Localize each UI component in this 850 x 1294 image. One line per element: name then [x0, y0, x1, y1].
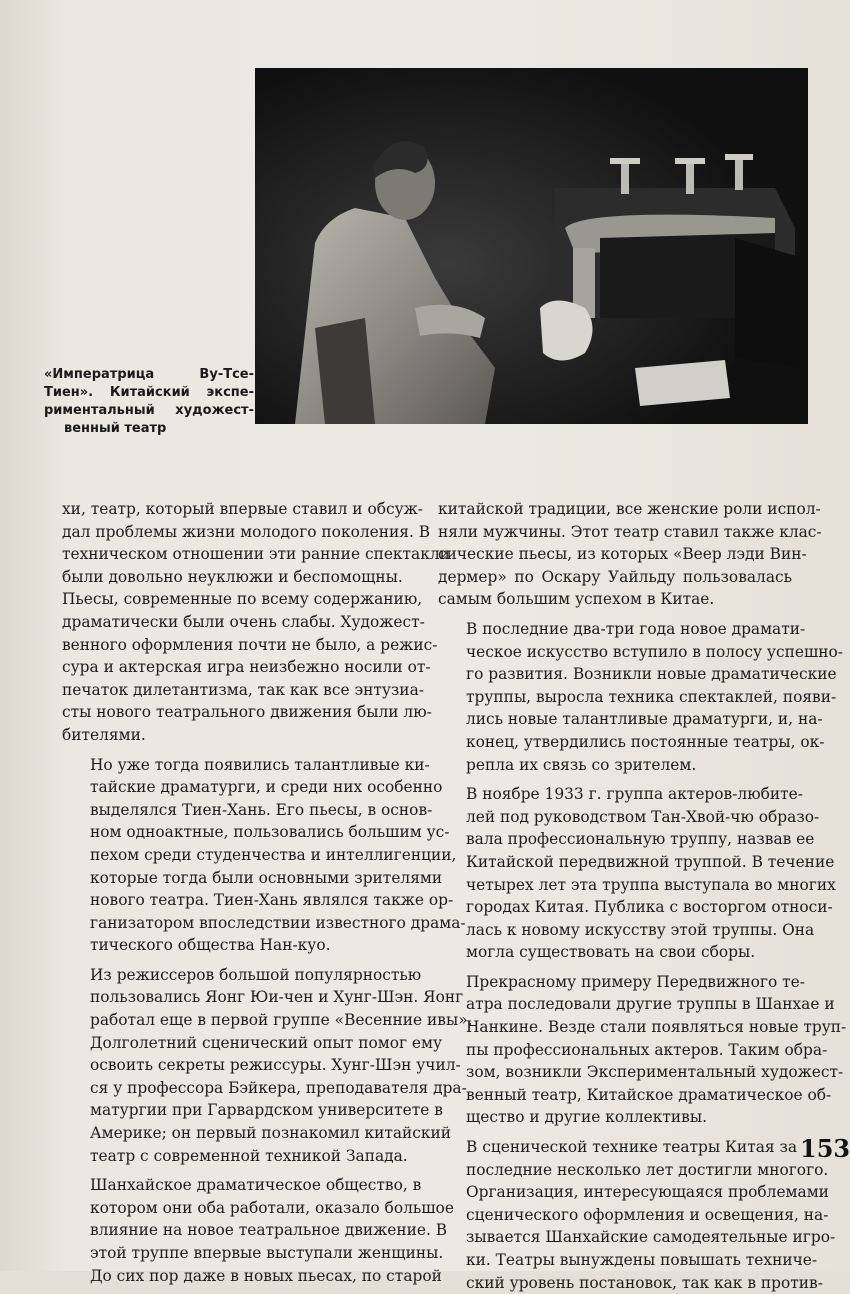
- text-line: ческое искусство вступило в полосу успешно-: [466, 642, 843, 661]
- text-line: вала профессиональную труппу, назвав ее: [466, 830, 815, 849]
- caption-line: венный театр: [64, 421, 167, 436]
- text-line: четырех лет эта труппа выступала во многих: [466, 875, 836, 894]
- photo-caption: [44, 366, 254, 438]
- text-line: атра последовали другие труппы в Шанхае и: [466, 995, 835, 1014]
- caption-line: Тиен». Китайский экспе-: [44, 385, 254, 400]
- text-line: влияние на новое театральное движение. В: [90, 1221, 448, 1240]
- text-line: щество и другие коллективы.: [466, 1108, 707, 1127]
- text-line: труппы, выросла техника спектаклей, появи-: [466, 687, 837, 706]
- text-line: драматически были очень слабы. Художест-: [62, 612, 425, 631]
- paragraph: [62, 964, 473, 1167]
- paragraph: [438, 618, 843, 776]
- text-line: репла их связь со зрителем.: [466, 755, 697, 774]
- paragraph: [62, 1174, 454, 1287]
- text-line: печаток дилетантизма, так как все энтузиа-: [62, 680, 424, 699]
- text-line: городах Китая. Публика с восторгом относи-: [466, 898, 833, 917]
- text-line: Нанкине. Везде стали появляться новые труп-: [466, 1018, 847, 1037]
- text-line: ки. Театры вынуждены повышать техниче-: [466, 1251, 818, 1269]
- text-line: конец, утвердились постоянные театры, ок-: [466, 732, 825, 751]
- text-line: Пьесы, современные по всему содержанию,: [62, 590, 423, 609]
- text-line: Долголетний сценический опыт помог ему: [90, 1033, 443, 1052]
- text-line: зывается Шанхайские самодеятельные игро-: [466, 1228, 836, 1247]
- text-line: самым большим успехом в Китае.: [438, 590, 715, 609]
- text-line: зом, возникли Экспериментальный художест-: [466, 1063, 844, 1082]
- text-line: тического общества Нан-куо.: [90, 936, 331, 955]
- text-line: пы профессиональных актеров. Таким обра-: [466, 1040, 828, 1059]
- text-line: Шанхайское драматическое общество, в: [90, 1176, 422, 1195]
- text-line: бителями.: [62, 725, 146, 744]
- left-column: [62, 498, 473, 1287]
- text-line: Но уже тогда появились талантливые ки-: [90, 755, 430, 774]
- page-number: 153: [800, 1134, 850, 1163]
- text-line: выделялся Тиен-Хань. Его пьесы, в основ-: [90, 800, 433, 819]
- text-line: венный театр, Китайское драматическое об-: [466, 1085, 832, 1104]
- text-line: В ноябре 1933 г. группа актеров-любите-: [466, 785, 803, 804]
- text-line: хи, театр, который впервые ставил и обсуж-: [62, 500, 424, 518]
- text-line: Прекрасному примеру Передвижного те-: [466, 972, 805, 991]
- text-line: ся у профессора Бэйкера, преподавателя дра-: [90, 1078, 467, 1097]
- text-line: нового театра. Тиен-Хань являлся также ор-: [90, 891, 454, 910]
- text-line: котором они оба работали, оказало большое: [90, 1198, 454, 1217]
- text-line: которые тогда были основными зрителями: [90, 868, 443, 887]
- text-line: сценического оформления и освещения, на-: [466, 1205, 829, 1224]
- text-line: няли мужчины. Этот театр ставил также клас-: [438, 522, 822, 541]
- text-line: китайской традиции, все женские роли испол-: [438, 500, 821, 518]
- text-line: ганизатором впоследствии известного драма-: [90, 913, 466, 932]
- text-line: го развития. Возникли новые драматические: [466, 665, 837, 684]
- text-line: работал еще в первой группе «Весенние ивы».: [90, 1011, 473, 1030]
- caption-line: риментальный художест-: [44, 403, 254, 418]
- text-line: Из режиссеров большой популярностью: [90, 965, 422, 984]
- text-line: были довольно неуклюжи и беспомощны.: [62, 567, 403, 586]
- paragraph: [62, 498, 450, 747]
- text-line: В последние два-три года новое драмати-: [466, 619, 806, 638]
- text-line: Китайской передвижной труппой. В течение: [466, 852, 835, 871]
- text-line: освоить секреты режиссуры. Хунг-Шэн учил-: [90, 1056, 461, 1075]
- text-line: техническом отношении эти ранние спектакли: [62, 545, 450, 564]
- text-line: лась к новому искусству этой труппы. Она: [466, 920, 815, 939]
- text-line: тайские драматурги, и среди них особенно: [90, 778, 443, 797]
- text-line: дал проблемы жизни молодого поколения. В: [62, 522, 431, 541]
- text-line: могла существовать на свои сборы.: [466, 943, 756, 962]
- text-line: Америке; он первый познакомил китайский: [90, 1124, 452, 1143]
- text-line: пользовались Яонг Юи-чен и Хунг-Шэн. Яонг: [90, 988, 464, 1007]
- paragraph: [62, 754, 466, 957]
- text-line: ном одноактные, пользовались большим ус-: [90, 823, 450, 842]
- text-line: ский уровень постановок, так как в против-: [466, 1273, 823, 1292]
- stage-photo-image: [255, 68, 808, 424]
- text-line: пехом среди студенчества и интеллигенции,: [90, 845, 457, 864]
- text-line: лей под руководством Тан-Хвой-чю образо-: [466, 807, 820, 826]
- text-line: сты нового театрального движения были лю-: [62, 703, 432, 722]
- text-line: последние несколько лет достигли многого.: [466, 1160, 829, 1179]
- paragraph: [438, 971, 847, 1129]
- text-line: В сценической технике театры Китая за: [466, 1138, 798, 1157]
- text-line: матургии при Гарвардском университете в: [90, 1101, 443, 1120]
- text-line: лись новые талантливые драматурги, и, на-: [466, 710, 823, 729]
- text-line: Организация, интересующаяся проблемами: [466, 1183, 829, 1202]
- text-line: театр с современной техникой Запада.: [90, 1146, 408, 1165]
- text-line: венного оформления почти не было, а режис-: [62, 635, 438, 654]
- text-line: дермер» по Оскару Уайльду пользовалась: [438, 567, 792, 586]
- caption-line: «Императрица Ву-Тсе-: [44, 367, 254, 382]
- text-line: этой труппе впервые выступали женщины.: [90, 1244, 444, 1262]
- stage-photo: [255, 68, 808, 424]
- text-line: сура и актерская игра неизбежно носили от-: [62, 658, 431, 677]
- text-line: До сих пор даже в новых пьесах, по старой: [90, 1266, 442, 1285]
- paragraph: [438, 498, 822, 611]
- text-line: сические пьесы, из которых «Веер лэди Вин-: [438, 545, 807, 564]
- paragraph: [438, 783, 836, 964]
